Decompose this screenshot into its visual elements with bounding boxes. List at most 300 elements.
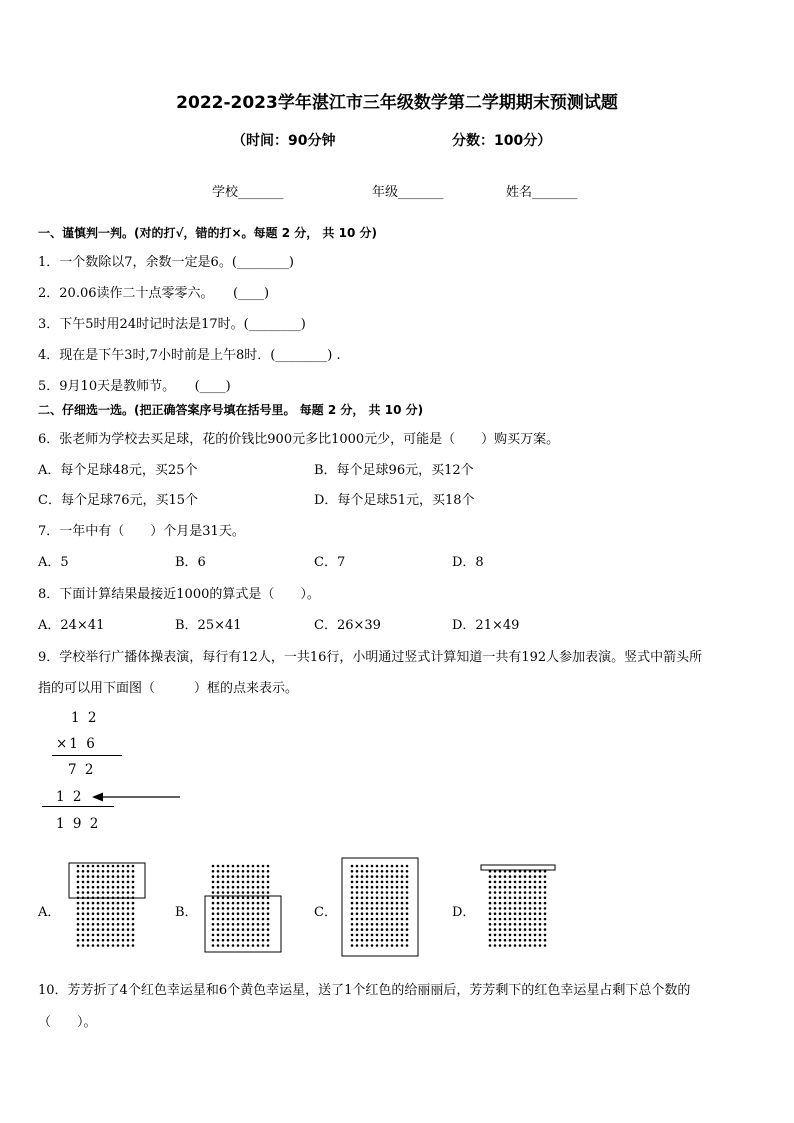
dot [77, 939, 80, 942]
dot-grid-figure-d[interactable] [478, 860, 562, 956]
dot [107, 870, 110, 873]
dot [396, 928, 399, 931]
dot [87, 865, 90, 868]
dot [87, 875, 90, 878]
dot [544, 897, 547, 900]
dot [267, 918, 270, 921]
dot [262, 934, 265, 937]
dot [361, 886, 364, 889]
dot [237, 875, 240, 878]
dot [534, 912, 537, 915]
school-field[interactable]: 学校_______ [212, 185, 284, 200]
dot [92, 939, 95, 942]
dot [514, 944, 517, 947]
q7-option-c[interactable]: C．7 [314, 555, 346, 570]
dot [519, 897, 522, 900]
dot [509, 907, 512, 910]
dot [247, 902, 250, 905]
q9-option-d[interactable]: D． [452, 905, 476, 920]
dot-grid-figure-a[interactable] [66, 860, 150, 956]
dot [391, 923, 394, 926]
dot [267, 923, 270, 926]
dot [252, 912, 255, 915]
dot [237, 886, 240, 889]
dot [499, 875, 502, 878]
dot [509, 944, 512, 947]
dot [77, 865, 80, 868]
dot [117, 944, 120, 947]
dot [102, 934, 105, 937]
dot [212, 928, 215, 931]
dot [77, 907, 80, 910]
dot [539, 891, 542, 894]
dot [406, 934, 409, 937]
dot [82, 886, 85, 889]
name-field[interactable]: 姓名_______ [506, 185, 578, 200]
dot [102, 939, 105, 942]
dot [87, 934, 90, 937]
calc-multiplicand: 1 2 [71, 710, 99, 726]
dot [222, 897, 225, 900]
dot [371, 897, 374, 900]
dot [262, 923, 265, 926]
dot [391, 944, 394, 947]
dot [509, 939, 512, 942]
dot [544, 934, 547, 937]
dot [117, 865, 120, 868]
dot [97, 886, 100, 889]
dot [262, 886, 265, 889]
dot [514, 891, 517, 894]
exam-time: （时间：90分钟 [232, 133, 336, 149]
dot [391, 939, 394, 942]
dot [366, 923, 369, 926]
dot [107, 944, 110, 947]
dot [529, 907, 532, 910]
dot [247, 944, 250, 947]
dot [494, 928, 497, 931]
dot [406, 875, 409, 878]
dot [132, 944, 135, 947]
q8-option-a[interactable]: A．24×41 [38, 618, 105, 633]
dot [509, 912, 512, 915]
dot [534, 886, 537, 889]
dot [519, 886, 522, 889]
dot [356, 870, 359, 873]
dot [356, 886, 359, 889]
dot [117, 891, 120, 894]
question-6: 6．张老师为学校去买足球，花的价钱比900元多比1000元少，可能是（ ）购买万案。 [38, 432, 560, 447]
dot [87, 928, 90, 931]
dot [257, 928, 260, 931]
dot [376, 886, 379, 889]
dot [489, 891, 492, 894]
dot [529, 891, 532, 894]
dot [87, 902, 90, 905]
dot [222, 881, 225, 884]
dot [386, 944, 389, 947]
dot [534, 918, 537, 921]
dot [227, 912, 230, 915]
dot [227, 939, 230, 942]
dot [252, 939, 255, 942]
dot [371, 918, 374, 921]
dot [356, 891, 359, 894]
dot [401, 897, 404, 900]
question-4: 4．现在是下午3时,7小时前是上午8时．(________) . [38, 348, 341, 363]
dot [386, 934, 389, 937]
q6-option-d[interactable]: D．每个足球51元，买18个 [314, 493, 475, 508]
dot [351, 902, 354, 905]
dot [519, 875, 522, 878]
dot [237, 928, 240, 931]
q8-option-c[interactable]: C．26×39 [314, 618, 381, 633]
dot [401, 891, 404, 894]
dot [132, 907, 135, 910]
dot [237, 902, 240, 905]
dot [222, 870, 225, 873]
dot [222, 902, 225, 905]
dot [361, 912, 364, 915]
dot [519, 912, 522, 915]
dot [504, 881, 507, 884]
dot [514, 881, 517, 884]
dot [237, 897, 240, 900]
dot [257, 934, 260, 937]
dot [112, 939, 115, 942]
dot [117, 912, 120, 915]
dot [494, 902, 497, 905]
dot [396, 865, 399, 868]
dot [544, 875, 547, 878]
dot [117, 875, 120, 878]
dot [544, 923, 547, 926]
dot [252, 891, 255, 894]
dot [227, 886, 230, 889]
dot [396, 944, 399, 947]
calc-product: 1 9 2 [56, 816, 101, 832]
dot [391, 870, 394, 873]
dot [82, 923, 85, 926]
dot [529, 928, 532, 931]
dot [232, 939, 235, 942]
dot [499, 886, 502, 889]
dot [514, 902, 517, 905]
dot [102, 875, 105, 878]
dot [227, 902, 230, 905]
dot [227, 928, 230, 931]
dot [371, 870, 374, 873]
dot [514, 939, 517, 942]
dot [376, 928, 379, 931]
dot [77, 944, 80, 947]
dot [519, 907, 522, 910]
dot [82, 918, 85, 921]
dot [252, 875, 255, 878]
dot [529, 902, 532, 905]
dot-grid-figure-c[interactable] [340, 856, 424, 960]
dot [376, 865, 379, 868]
q6-option-b[interactable]: B．每个足球96元，买12个 [314, 463, 474, 478]
dot [112, 875, 115, 878]
dot [381, 870, 384, 873]
dot [222, 875, 225, 878]
dot [366, 875, 369, 878]
dot [489, 944, 492, 947]
dot [77, 881, 80, 884]
dot [237, 907, 240, 910]
dot [242, 881, 245, 884]
dot-grid-figure-b[interactable] [203, 860, 287, 956]
dot [361, 907, 364, 910]
dot [356, 907, 359, 910]
dot [396, 870, 399, 873]
dot [247, 891, 250, 894]
dot [401, 918, 404, 921]
dot [247, 881, 250, 884]
dot [366, 928, 369, 931]
dot [257, 886, 260, 889]
dot [242, 897, 245, 900]
dot [82, 881, 85, 884]
dot [112, 886, 115, 889]
dot [77, 891, 80, 894]
dot [267, 944, 270, 947]
dot [252, 944, 255, 947]
dot [122, 881, 125, 884]
dot [376, 870, 379, 873]
dot [267, 870, 270, 873]
dot [117, 934, 120, 937]
dot [112, 928, 115, 931]
dot [376, 891, 379, 894]
q9-option-c[interactable]: C． [314, 905, 337, 920]
dot [519, 902, 522, 905]
dot [504, 939, 507, 942]
dot [544, 928, 547, 931]
dot [247, 886, 250, 889]
dot [227, 934, 230, 937]
dot [257, 923, 260, 926]
dot [371, 912, 374, 915]
dot [257, 897, 260, 900]
dot [97, 875, 100, 878]
dot [242, 886, 245, 889]
dot [247, 870, 250, 873]
dot [509, 886, 512, 889]
dot [529, 912, 532, 915]
dot [391, 902, 394, 905]
dot [499, 881, 502, 884]
dot [102, 881, 105, 884]
dot [381, 912, 384, 915]
dot [396, 891, 399, 894]
dot [77, 902, 80, 905]
dot [489, 875, 492, 878]
dot [381, 891, 384, 894]
dot [252, 881, 255, 884]
grade-field[interactable]: 年级_______ [372, 185, 444, 200]
q8-option-b[interactable]: B．25×41 [175, 618, 242, 633]
dot [401, 881, 404, 884]
dot [386, 886, 389, 889]
dot [127, 875, 130, 878]
q8-option-d[interactable]: D．21×49 [452, 618, 520, 633]
question-10-line-1: 10．芳芳折了4个红色幸运星和6个黄色幸运星，送了1个红色的给丽丽后，芳芳剩下的红色幸运星占剩下总个数的 [38, 983, 691, 998]
dot [371, 944, 374, 947]
dot [232, 886, 235, 889]
dot [371, 923, 374, 926]
dot [127, 934, 130, 937]
dot [351, 875, 354, 878]
dot [242, 902, 245, 905]
dot [222, 886, 225, 889]
dot [356, 934, 359, 937]
dot [539, 944, 542, 947]
dot [232, 918, 235, 921]
q7-option-b[interactable]: B．6 [175, 555, 206, 570]
dot [401, 912, 404, 915]
dot [247, 939, 250, 942]
dot [524, 939, 527, 942]
dot [494, 897, 497, 900]
dot [396, 907, 399, 910]
dot [132, 891, 135, 894]
dot [371, 928, 374, 931]
dot [376, 912, 379, 915]
dot [117, 886, 120, 889]
dot [534, 875, 537, 878]
dot [237, 881, 240, 884]
dot [494, 939, 497, 942]
dot [386, 928, 389, 931]
dot [102, 886, 105, 889]
dot [82, 907, 85, 910]
dot [504, 891, 507, 894]
dot [406, 897, 409, 900]
dot [262, 928, 265, 931]
dot [509, 928, 512, 931]
dot [539, 897, 542, 900]
dot [97, 923, 100, 926]
dot [386, 865, 389, 868]
dot [371, 907, 374, 910]
dot [122, 944, 125, 947]
dot [227, 923, 230, 926]
dot [212, 897, 215, 900]
dot [489, 902, 492, 905]
dot [494, 923, 497, 926]
dot [262, 907, 265, 910]
dot [401, 939, 404, 942]
dot [97, 934, 100, 937]
dot [386, 918, 389, 921]
dot [366, 881, 369, 884]
dot [391, 891, 394, 894]
dot [122, 923, 125, 926]
dot [107, 939, 110, 942]
dot [222, 944, 225, 947]
dot [87, 886, 90, 889]
dot [489, 886, 492, 889]
dot [396, 923, 399, 926]
dot [247, 907, 250, 910]
dot [102, 918, 105, 921]
dot [504, 907, 507, 910]
dot [514, 912, 517, 915]
question-9-line-1: 9．学校举行广播体操表演，每行有12人，一共16行，小明通过竖式计算知道一共有192人参加表演。竖式中箭头所 [38, 650, 703, 665]
dot [232, 875, 235, 878]
dot [504, 912, 507, 915]
dot [529, 897, 532, 900]
dot [212, 934, 215, 937]
dot [92, 912, 95, 915]
dot [227, 907, 230, 910]
dot [242, 939, 245, 942]
dot [361, 891, 364, 894]
dot [406, 923, 409, 926]
dot [117, 928, 120, 931]
dot [262, 881, 265, 884]
section-1-heading: 一、谨慎判一判。(对的打√，错的打×。每题 2 分， 共 10 分) [38, 226, 377, 240]
dot [117, 923, 120, 926]
dot [252, 934, 255, 937]
dot [351, 897, 354, 900]
calc-partial-2: 1 2 [56, 789, 84, 805]
page-title: 2022-2023学年湛江市三年级数学第二学期期末预测试题 [176, 93, 618, 113]
dot [247, 928, 250, 931]
dot [217, 897, 220, 900]
q9-option-a[interactable]: A． [38, 905, 61, 920]
dot [122, 875, 125, 878]
dot [386, 891, 389, 894]
dot [494, 918, 497, 921]
dot [232, 923, 235, 926]
dot [102, 944, 105, 947]
dot [524, 897, 527, 900]
q6-option-c[interactable]: C．每个足球76元，买15个 [38, 493, 199, 508]
dot [82, 865, 85, 868]
dot [267, 912, 270, 915]
dot [499, 923, 502, 926]
dot [92, 907, 95, 910]
dot [376, 934, 379, 937]
dot [242, 870, 245, 873]
q9-option-b[interactable]: B． [175, 905, 198, 920]
dot [92, 881, 95, 884]
dot [87, 881, 90, 884]
dot [237, 944, 240, 947]
dot [257, 891, 260, 894]
dot [257, 944, 260, 947]
dot [494, 875, 497, 878]
dot [232, 934, 235, 937]
dot [351, 907, 354, 910]
dot [381, 865, 384, 868]
dot [217, 939, 220, 942]
dot [514, 934, 517, 937]
q7-option-a[interactable]: A．5 [38, 555, 69, 570]
dot [406, 912, 409, 915]
dot [489, 918, 492, 921]
dot [112, 865, 115, 868]
dot [102, 870, 105, 873]
dot [529, 918, 532, 921]
dot [102, 902, 105, 905]
q6-option-a[interactable]: A．每个足球48元，买25个 [38, 463, 198, 478]
dot [227, 944, 230, 947]
q7-option-d[interactable]: D．8 [452, 555, 484, 570]
